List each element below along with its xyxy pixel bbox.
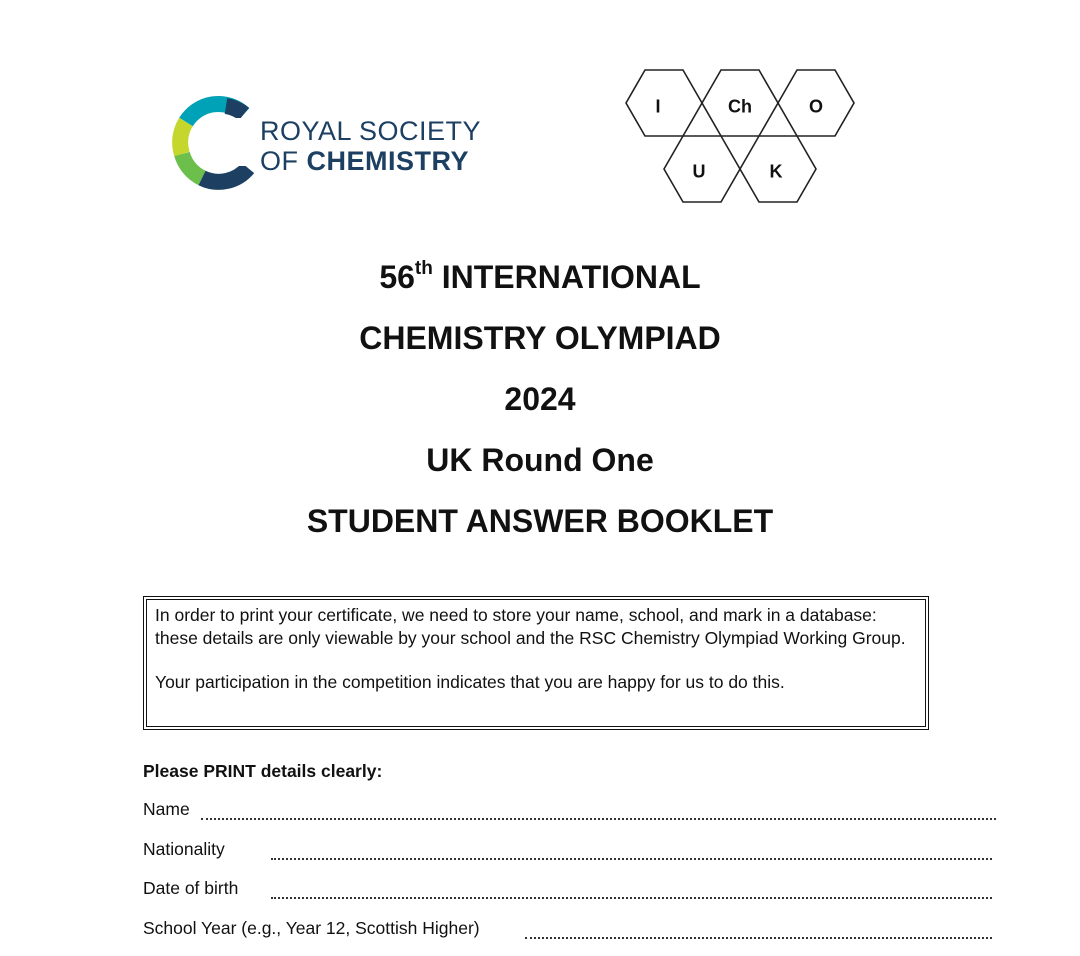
title-line-5: STUDENT ANSWER BOOKLET <box>306 503 774 539</box>
privacy-notice-paragraph-1: In order to print your certificate, we need to store your name, school, and mark in a database: these details are only viewable by your school and the RSC Chemistry Olympiad Working Group. <box>155 605 906 648</box>
rsc-wordmark-line1: ROYAL SOCIETY <box>260 116 482 146</box>
form-heading: Please PRINT details clearly: <box>143 761 383 781</box>
rsc-wordmark <box>260 116 481 176</box>
form-row-school-year <box>143 918 996 942</box>
hex-label-k: K <box>769 161 783 182</box>
privacy-notice-box <box>143 596 929 730</box>
hex-label-i: I <box>655 96 661 117</box>
name-field[interactable] <box>201 818 996 820</box>
form-row-date-of-birth <box>143 878 996 902</box>
date-of-birth-field[interactable] <box>271 897 992 899</box>
date-of-birth-label: Date of birth <box>143 878 239 898</box>
rsc-wordmark-line2 <box>260 146 481 176</box>
form-row-name <box>143 799 996 823</box>
title-ordinal: th <box>414 258 433 279</box>
hexagon-cluster-icon <box>620 55 865 220</box>
title-line-3: 2024 <box>504 381 576 417</box>
title-number: 56 <box>379 259 415 295</box>
name-label: Name <box>143 799 190 819</box>
title-line-2: CHEMISTRY OLYMPIAD <box>359 320 721 356</box>
form-row-nationality <box>143 839 996 863</box>
title-line-1 <box>0 252 1080 313</box>
rsc-c-logo-icon <box>172 92 256 192</box>
hex-label-u: U <box>692 161 706 182</box>
hex-label-o: O <box>808 96 824 117</box>
rsc-wordmark-bold: CHEMISTRY <box>306 146 470 176</box>
nationality-field[interactable] <box>271 858 992 860</box>
privacy-notice-paragraph-2: Your participation in the competition indicates that you are happy for us to do this. <box>155 672 785 692</box>
title-international: INTERNATIONAL <box>432 259 701 295</box>
rsc-logo <box>172 92 512 192</box>
school-year-field[interactable] <box>525 937 992 939</box>
icho-uk-logo <box>620 55 865 220</box>
title-line-4: UK Round One <box>426 442 654 478</box>
nationality-label: Nationality <box>143 839 225 859</box>
school-year-label: School Year (e.g., Year 12, Scottish Higher) <box>143 918 480 938</box>
hex-label-ch: Ch <box>728 96 752 117</box>
rsc-wordmark-prefix: OF <box>260 146 307 176</box>
booklet-title <box>0 252 1080 557</box>
